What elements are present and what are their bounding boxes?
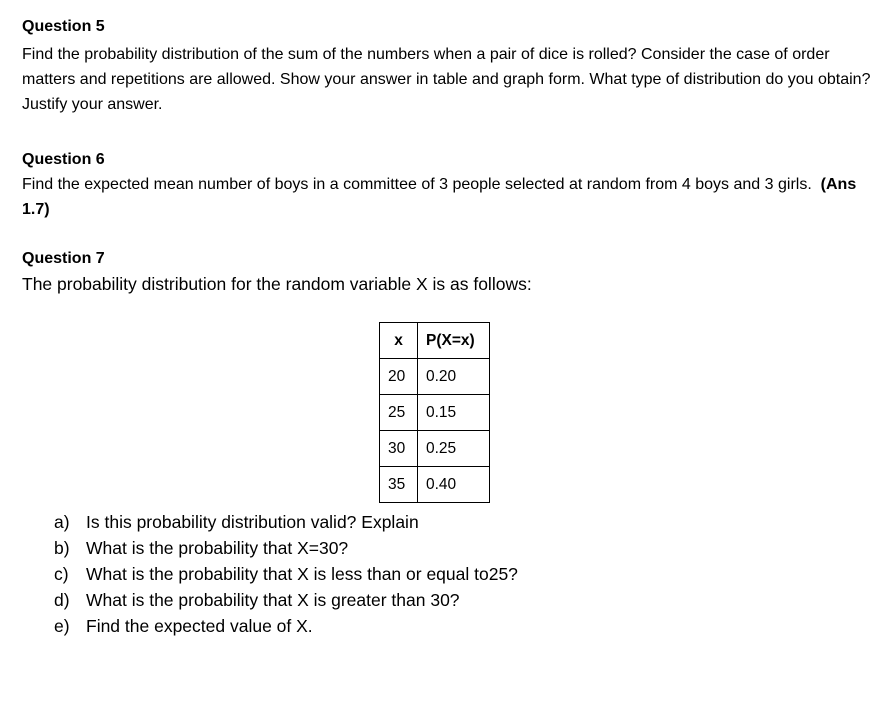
list-item-marker: b) bbox=[54, 538, 70, 558]
list-item bbox=[22, 587, 518, 613]
list-item-marker: a) bbox=[54, 512, 70, 532]
list-item-text: Is this probability distribution valid? Explain bbox=[86, 512, 419, 532]
table-cell-x: 30 bbox=[380, 431, 418, 467]
table-cell-probability: 0.40 bbox=[418, 467, 490, 503]
table-cell-x: 20 bbox=[380, 359, 418, 395]
list-item-text: What is the probability that X is less than or equal to25? bbox=[86, 564, 518, 584]
list-item-text: What is the probability that X=30? bbox=[86, 538, 349, 558]
list-item bbox=[22, 509, 518, 535]
question-7-parts bbox=[22, 509, 518, 639]
list-item-marker: d) bbox=[54, 590, 70, 610]
table-row bbox=[380, 467, 490, 503]
list-item bbox=[22, 613, 518, 639]
table-cell-probability: 0.20 bbox=[418, 359, 490, 395]
list-item-marker: c) bbox=[54, 564, 69, 584]
question-6-answer: (Ans 1.7) bbox=[22, 176, 857, 218]
list-item-marker: e) bbox=[54, 616, 70, 636]
table-header-x: x bbox=[380, 323, 418, 359]
table-cell-x: 35 bbox=[380, 467, 418, 503]
question-5-text: Find the probability distribution of the sum of the numbers when a pair of dice is rolled? Consider the case of order matters and repetitions are allowed. Show your answer in table and graph form. What type of distribution do you obtain? Justify your answer. bbox=[22, 46, 871, 113]
list-item-text: Find the expected value of X. bbox=[86, 616, 313, 636]
list-item bbox=[22, 535, 518, 561]
table-cell-x: 25 bbox=[380, 395, 418, 431]
list-item bbox=[22, 561, 518, 587]
table-cell-probability: 0.15 bbox=[418, 395, 490, 431]
list-item-text: What is the probability that X is greater than 30? bbox=[86, 590, 460, 610]
question-6-text bbox=[22, 172, 872, 222]
question-5-heading: Question 5 bbox=[22, 18, 105, 35]
question-7-heading: Question 7 bbox=[22, 250, 105, 267]
question-6-body: Find the expected mean number of boys in a committee of 3 people selected at random from 4 boys and 3 girls. bbox=[22, 176, 812, 193]
table-header-probability: P(X=x) bbox=[418, 323, 490, 359]
table-header-row bbox=[380, 323, 490, 359]
table-row bbox=[380, 395, 490, 431]
table-cell-probability: 0.25 bbox=[418, 431, 490, 467]
question-7-intro: The probability distribution for the random variable X is as follows: bbox=[22, 274, 532, 294]
question-6-heading: Question 6 bbox=[22, 151, 105, 168]
table-row bbox=[380, 359, 490, 395]
probability-distribution-table bbox=[379, 322, 490, 503]
table-row bbox=[380, 431, 490, 467]
